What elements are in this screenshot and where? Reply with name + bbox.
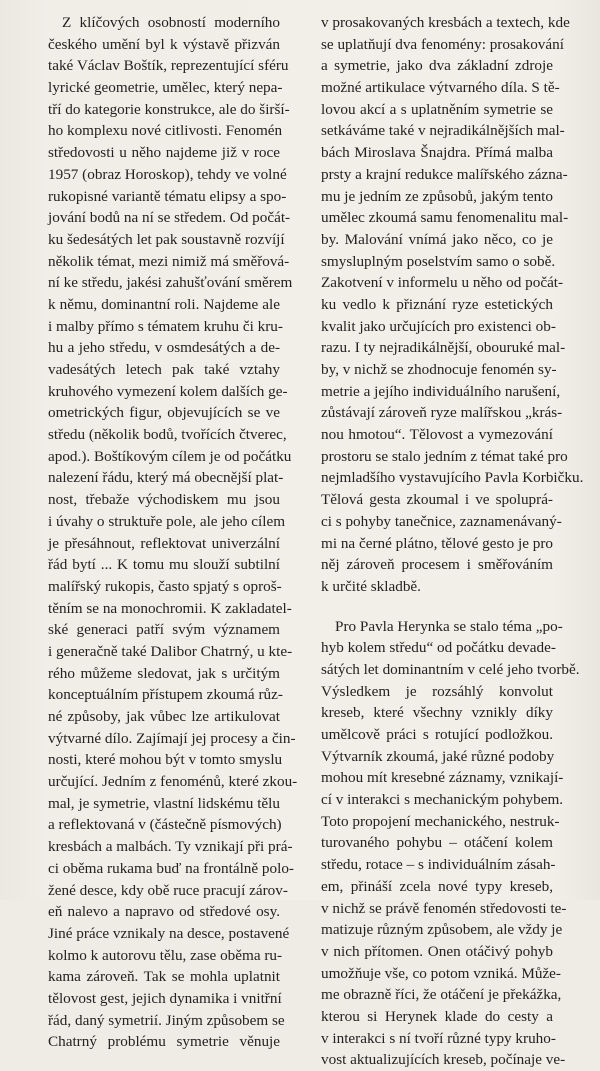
text-line: Jiné práce vznikaly na desce, postavené [48,924,290,942]
text-line: vadesátých letech pak také vztahy [48,361,280,378]
text-line: kruhového vymezení kolem dalších ge- [48,382,288,400]
text-line: malířský rukopis, často spjatý s oproš- [48,577,282,595]
text-line: výtvarné dílo. Zajímají jej procesy a čin- [48,729,296,747]
text-line: by. Malování vnímá jako něco, co je [321,230,553,248]
text-line: kterou si Herynek klade do cesty a [321,1007,553,1025]
text-line: nost, třebaže východiskem mu jsou [48,491,280,509]
text-line: v nich přítomen. Onen otáčivý pohyb [321,942,553,960]
text-line: jování bodů na ní se středem. Od počát- [48,209,291,227]
text-line: hu a jeho středu, v osmdesátých a de- [48,339,280,357]
text-line: tří do kategorie konstrukce, ale do širší- [48,100,290,118]
text-line: matizuje různým způsobem, ale vždy je [321,921,563,939]
text-line: Tělová gesta zkoumal i ve spoluprá- [321,491,553,509]
text-line: ho komplexu nové citlivosti. Fenomén [48,122,283,140]
text-line: by, v nichž se zhodnocuje fenomén sy- [321,361,557,378]
text-line: mu je jedním ze způsobů, jakým tento [321,187,553,205]
text-line: kama zároveň. Tak se mohla uplatnit [48,968,280,986]
text-line: v interakci s ní tvoří různé typy kruho- [321,1029,556,1047]
text-line: řád, daný symetrií. Jiným způsobem se [48,1011,285,1029]
text-line: k němu, dominantní roli. Najdeme ale [48,295,280,313]
text-line: středovosti u něho najdeme již v roce [48,144,280,162]
text-line: nou hmotou“. Tělovost a vymezování [321,426,553,444]
text-line: vost aktualizujících kreseb, počínaje ve- [321,1051,566,1069]
text-line: i úvahy o struktuře pole, ale jeho cílem [48,512,286,530]
text-line: určující. Jedním z fenoménů, které zkou- [48,773,298,791]
text-line: k určité skladbě. [321,577,421,595]
text-line: a symetrie, jako dva základní zdroje [321,57,553,75]
text-line: ku vedlo k přiznání ryze estetických [321,295,553,313]
text-line: Zakotvení v informelu u něho od počát- [321,274,564,292]
text-line: a reflektovaná v (částečně písmových) [48,816,282,834]
text-line: smysluplným poselstvím samo o sobě. [321,252,556,270]
text-line: nejmladšího vystavujícího Pavla Korbičku. [321,469,584,487]
text-line: žené desce, kdy obě ruce pracují zárov- [48,881,288,899]
text-line: středu, rotace – s individuálním zásah- [321,856,556,874]
text-line: rého můžeme sledovat, jak s určitým [48,664,280,682]
text-line: i generačně také Dalibor Chatrný, u kte- [48,642,293,660]
text-line: cí v interakci s mechanickým pohybem. [321,791,564,809]
text-line: kreseb, které všechny vznikly díky [321,704,553,722]
text-line: kvalit jako určujících pro existenci ob- [321,317,556,335]
right-text-column [321,12,584,1071]
text-line: mi na černé plátno, tělové gesto je pro [321,534,553,552]
text-line: nalezení řádu, který má obecnější plat- [48,469,284,487]
text-line: českého umění byl k výstavě přizván [48,35,280,53]
text-line: v prosakovaných kresbách a textech, kde [321,14,570,31]
text-line: bách Miroslava Šnajdra. Přímá malba [321,144,553,162]
text-line: kolmo k autorovu tělu, zase oběma ru- [48,946,283,964]
text-line: Pro Pavla Herynka se stalo téma „po- [335,617,563,635]
text-line: mal, je symetrie, vlastní lidskému tělu [48,794,280,812]
text-line: ometrických figur, objevujících se ve [48,404,280,422]
text-line: Chatrný problému symetrie věnuje [48,1033,280,1051]
text-line: je přesáhnout, reflektovat univerzální [48,534,280,552]
text-line: ní ke středu, jakési zahušťování směrem [48,274,293,292]
text-line: razu. I ty nejradikálnější, obouruké mal- [321,339,566,357]
text-line: také Václav Boštík, reprezentující sféru [48,57,289,75]
text-line: metrie a jejího individuálního narušení, [321,382,561,400]
text-line: eň nalevo a napravo od středové osy. [48,903,280,921]
text-line: Výsledkem je rozsáhlý konvolut [321,682,553,700]
text-line: rukopisné variantě tématu elipsy a spo- [48,187,287,205]
text-line: lyrické geometrie, umělec, který nepa- [48,79,283,97]
text-line: mohou mít kresebné záznamy, vznikají- [321,769,564,787]
text-line: prsty a krajní redukce malířského zázna- [321,165,568,183]
text-line: řád bytí ... K tomu mu slouží subtilní [48,556,280,574]
text-line: konceptuálním přístupem zkoumá růz- [48,686,283,704]
text-line: ci oběma rukama buď na frontálně polo- [48,859,294,877]
text-line: i malby přímo s tématem kruhu či kru- [48,317,283,335]
text-line: Výtvarník zkoumá, jaké různé podoby [321,747,555,765]
left-text-column [48,12,298,1053]
text-line: ské generaci patří svým významem [48,621,280,639]
text-line: prostoru se stalo jedním z témat také pro [321,447,568,465]
text-line: zůstávají zároveň ryze malířskou „krás- [321,404,563,422]
text-line: lovou akcí a s uplatněním symetrie se [321,100,553,118]
text-line: se uplatňují dva fenomény: prosakování [321,35,564,53]
text-line: umělcově práci s rotující podložkou. [321,726,553,743]
text-line: Z klíčových osobností moderního [62,14,280,31]
text-line: hyb kolem středu“ od počátku devade- [321,639,556,657]
text-line: umožňuje vše, co potom vzniká. Může- [321,964,561,982]
text-line: ku šedesátých let pak soustavně rozvíjí [48,230,285,248]
text-line: tělovost gest, jejich dynamika i vnitřní [48,989,282,1007]
text-line: turovaného pohybu – otáčení kolem [321,834,553,852]
text-line [321,598,553,616]
text-line: kresbách a malbách. Ty vznikají při prá- [48,838,293,856]
text-line: sátých let dominantním v celé jeho tvorbě. [321,660,580,678]
text-line: me obrazně říci, že otáčení je překážka, [321,986,562,1004]
text-line: několik témat, mezi nimiž má směřová- [48,252,290,270]
text-line: né způsoby, jak vůbec lze artikulovat [48,708,280,725]
text-line: 1957 (obraz Horoskop), tehdy ve volné [48,165,287,183]
text-line: v nichž se právě fenomén středovosti te- [321,899,567,917]
text-line: setkáváme také v nejradikálnějších mal- [321,122,565,140]
text-line: něj zároveň procesem i směřováním [321,556,553,574]
text-line: ci s pohyby tanečnice, zaznamenávaný- [321,512,562,530]
text-line: em, přináší zcela nové typy kreseb, [321,877,553,895]
text-line: umělec zkoumá samu fenomenalitu mal- [321,209,569,227]
text-line: Toto propojení mechanického, nestruk- [321,812,560,830]
text-line: středu (několik bodů, tvořících čtverec, [48,426,287,444]
text-line: nosti, které mohou být v tomto smyslu [48,751,283,769]
text-line: těním se na monochromii. K zakladatel- [48,599,292,617]
text-line: možné artikulace výtvarného díla. S tě- [321,79,560,97]
text-line: apod.). Boštíkovým cílem je od počátku [48,447,292,465]
